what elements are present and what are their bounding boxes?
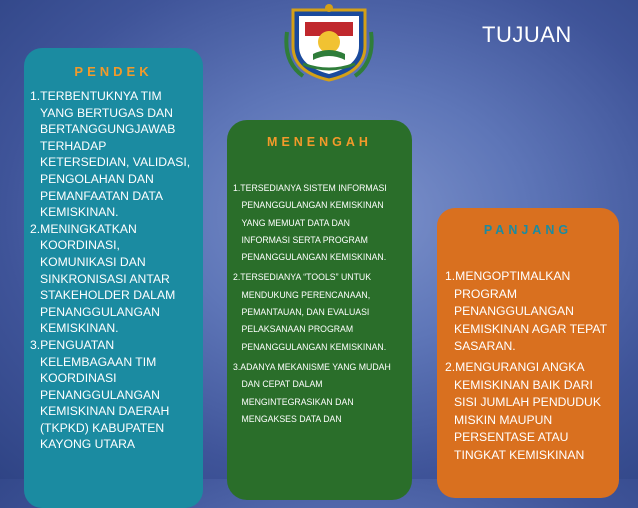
- list-item: 1.MENGOPTIMALKAN PROGRAM PENANGGULANGAN KEMISKINAN AGAR TEPAT SASARAN.: [445, 269, 607, 354]
- list-item: 1.TERSEDIANYA SISTEM INFORMASI PENANGGULANGAN KEMISKINAN YANG MEMUAT DATA DAN INFORMASI SERTA PROGRAM PENANGGULANGAN KEMISKINAN.: [233, 183, 387, 263]
- long-term-panel: [437, 208, 619, 498]
- medium-term-heading: MENENGAH: [267, 135, 372, 149]
- regional-emblem-icon: [283, 2, 375, 82]
- list-item: 2.MENGURANGI ANGKA KEMISKINAN BAIK DARI SISI JUMLAH PENDUDUK MISKIN MAUPUN PERSENTASE ATAU TINGKAT KEMISKINAN: [445, 359, 601, 462]
- list-item: 2.MENINGKATKAN KOORDINASI, KOMUNIKASI DAN SINKRONISASI ANTAR STAKEHOLDER DALAM PENANGGULANGAN KEMISKINAN.: [30, 221, 176, 336]
- medium-term-panel: [227, 120, 412, 500]
- long-term-list: [437, 268, 619, 465]
- medium-term-list: [227, 180, 412, 428]
- long-term-heading: PANJANG: [483, 223, 573, 237]
- list-item: 3.ADANYA MEKANISME YANG MUDAH DAN CEPAT DALAM MENGINTEGRASIKAN DAN MENGAKSES DATA DAN: [233, 361, 391, 424]
- short-term-heading: PENDEK: [74, 64, 153, 79]
- short-term-list: [24, 88, 203, 453]
- slide-title: TUJUAN: [482, 22, 572, 47]
- list-item: 1.TERBENTUKNYA TIM YANG BERTUGAS DAN BERTANGGUNGJAWAB TERHADAP KETERSEDIAN, VALIDASI, PENGOLAHAN DAN PEMANFAATAN DATA KEMISKINAN.: [30, 89, 191, 220]
- list-item: 2.TERSEDIANYA “TOOLS” UNTUK MENDUKUNG PERENCANAAN, PEMANTAUAN, DAN EVALUASI PELAKSANAAN PROGRAM PENANGGULANGAN KEMISKINAN.: [233, 272, 387, 352]
- short-term-panel: [24, 48, 203, 508]
- list-item: 3.PENGUATAN KELEMBAGAAN TIM KOORDINASI PENANGGULANGAN KEMISKINAN DAERAH (TKPKD) KABUPATEN KAYONG UTARA: [30, 337, 170, 452]
